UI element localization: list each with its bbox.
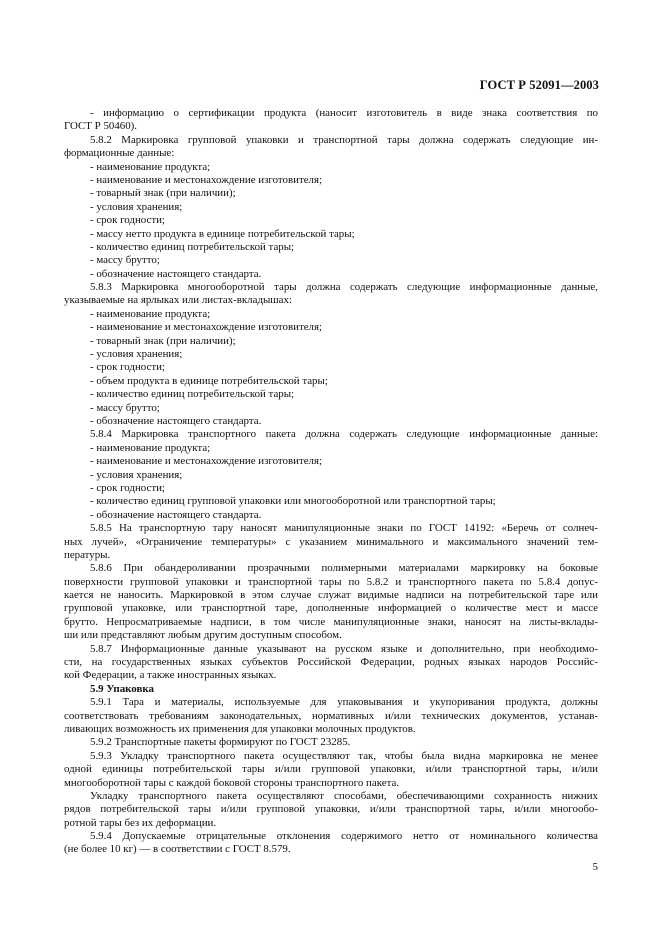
text-line: - обозначение настоящего стандарта. [90, 267, 262, 280]
text-line: - массу нетто продукта в единице потребительской тары; [90, 227, 355, 240]
text-line: 5.8.6 При обандероливании прозрачными полимерными материалами маркировку на боковые [90, 562, 598, 575]
text-line: рядов потребительской тары и/или групповой упаковки, и/или транспортной тары, и/или многообо- [64, 803, 598, 816]
text-line: - условия хранения; [90, 200, 183, 213]
text-line: 5.9.4 Допускаемые отрицательные отклонения содержимого нетто от номинального количества [90, 830, 598, 843]
text-line: кой Федерации, а также иностранных языках. [64, 669, 277, 682]
text-line: многооборотной тары с каждой боковой стороны транспортного пакета. [64, 776, 400, 789]
text-line: ГОСТ Р 50460). [64, 120, 138, 133]
text-line: - срок годности; [90, 481, 165, 494]
text-line: - массу брутто; [90, 254, 160, 267]
text-line: - обозначение настоящего стандарта. [90, 414, 262, 427]
text-line: Укладку транспортного пакета осуществляют способами, обеспечивающими сохранность нижних [90, 789, 598, 802]
text-line: - объем продукта в единице потребительской тары; [90, 374, 328, 387]
text-line: - условия хранения; [90, 468, 183, 481]
text-line: - наименование и местонахождение изготовителя; [90, 455, 323, 468]
text-line: соответствовать требованиям законодательных, нормативных и/или технических документов, устанав- [64, 709, 598, 722]
text-line: 5.9.1 Тара и материалы, используемые для упаковывания и укупоривания продукта, должны [90, 696, 598, 709]
text-line: - количество единиц потребительской тары; [90, 388, 295, 401]
text-line: 5.8.5 На транспортную тару наносят манипуляционные знаки по ГОСТ 14192: «Беречь от солнеч- [90, 522, 598, 535]
text-line: ши или представляют любым другим доступным способом. [64, 629, 342, 642]
text-line: - товарный знак (при наличии); [90, 187, 236, 200]
text-line: - наименование продукта; [90, 160, 211, 173]
text-line: - наименование и местонахождение изготовителя; [90, 173, 323, 186]
text-line: формационные данные: [64, 147, 175, 160]
text-line: брутто. Непросматриваемые надписи, в том числе манипуляционные знаки, наносят на листы-вклады- [64, 615, 598, 628]
text-line: - срок годности; [90, 361, 165, 374]
text-line: одной единицы потребительской тары и/или групповой упаковки, и/или транспортной тары, и/или [64, 763, 598, 776]
text-line: ных лучей», «Ограничение температуры» с указанием минимального и максимального значений тем- [64, 535, 598, 548]
text-line: - условия хранения; [90, 348, 183, 361]
text-line: - количество единиц потребительской тары; [90, 240, 295, 253]
text-line: сти, на государственных языках субъектов Российской Федерации, родных языках народов Российс- [64, 656, 598, 669]
document-id-header: ГОСТ Р 52091—2003 [479, 78, 599, 92]
text-line: - обозначение настоящего стандарта. [90, 508, 262, 521]
text-line: ливающих возможность их применения для упаковки молочных продуктов. [64, 722, 416, 735]
page-number: 5 [592, 861, 598, 873]
text-line: групповой упаковке, или транспортной таре, дополненные информацией о количестве мест и массе [64, 602, 598, 615]
text-line: - количество единиц групповой упаковки или многооборотной или транспортной тары; [90, 495, 496, 508]
text-line: - наименование продукта; [90, 307, 211, 320]
text-line: 5.8.3 Маркировка многооборотной тары должна содержать следующие информационные данные, [90, 281, 598, 294]
text-line: 5.9.3 Укладку транспортного пакета осуществляют так, чтобы была видна маркировка не менее [90, 749, 598, 762]
text-line: 5.8.2 Маркировка групповой упаковки и транспортной тары должна содержать следующие ин- [90, 133, 598, 146]
text-line: пературы. [64, 548, 111, 561]
text-line: - наименование и местонахождение изготовителя; [90, 321, 323, 334]
document-body [64, 107, 598, 857]
text-line: - массу брутто; [90, 401, 160, 414]
text-line: - информацию о сертификации продукта (наносит изготовитель в виде знака соответствия по [90, 107, 598, 119]
text-line: - наименование продукта; [90, 441, 211, 454]
text-line: - срок годности; [90, 214, 165, 227]
text-line: (не более 10 кг) — в соответствии с ГОСТ 8.579. [64, 843, 291, 856]
text-line: 5.8.7 Информационные данные указывают на русском языке и дополнительно, при необходимо- [90, 642, 598, 655]
text-line: указываемые на ярлыках или листах-вкладышах: [64, 294, 292, 307]
text-line: - товарный знак (при наличии); [90, 334, 236, 347]
text-line: поверхности групповой упаковки и транспортной тары по 5.8.2 и транспортного пакета по 5.8.4 допус- [64, 575, 598, 588]
text-line: 5.8.4 Маркировка транспортного пакета должна содержать следующие информационные данные: [90, 428, 598, 441]
text-line: 5.9 Упаковка [90, 682, 154, 695]
text-line: 5.9.2 Транспортные пакеты формируют по ГОСТ 23285. [90, 736, 351, 749]
text-line: кается не наносить. Маркировкой в этом случае служат видимые надписи на потребительской таре или [64, 589, 598, 602]
text-line: ротной тары без их деформации. [64, 816, 217, 829]
